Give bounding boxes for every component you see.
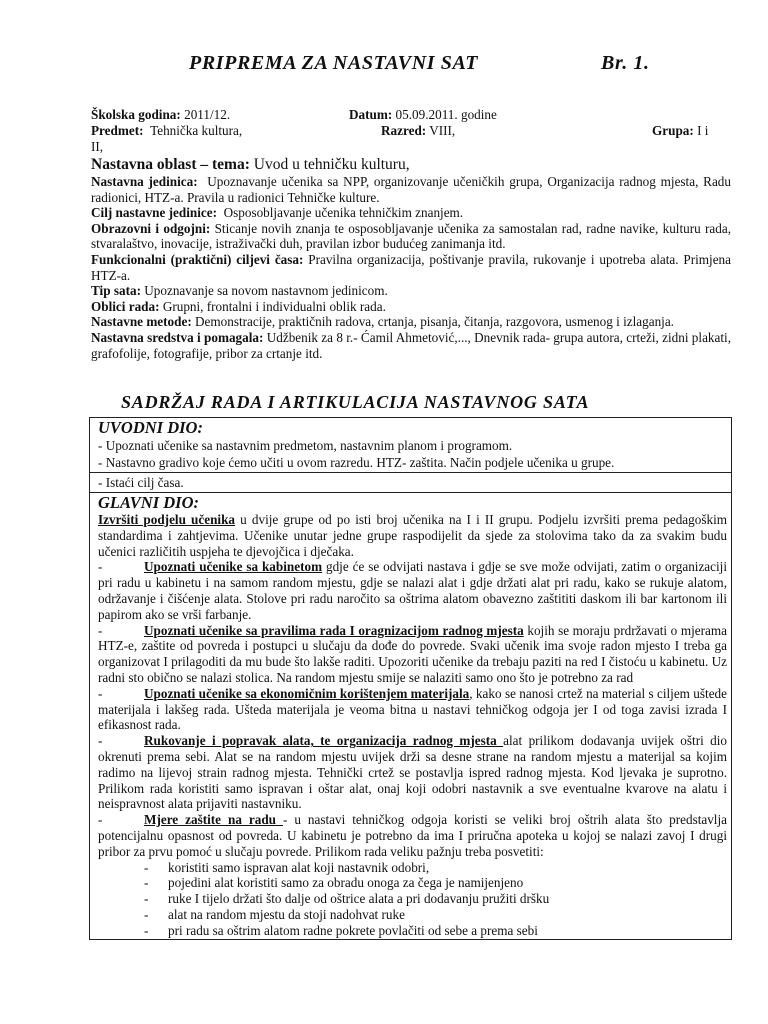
group-value: I i <box>697 123 709 138</box>
materials-line: Nastavna sredstva i pomagala: Udžbenik za 8 r.- Ćamil Ahmetović,..., Dnevnik rada- grupa autora, crteži, zidni plakati, grafofolije, fotografije, pribor za crtanje itd. <box>91 329 731 361</box>
group-value-continued: II, <box>91 139 104 154</box>
main-paragraph-6: - Mjere zaštite na radu - u nastavi tehničkog odgoja koristi se veliki broj oštrih alata što predstavlja potencijalnu opasnost od povreda. U kabinetu je potrebno da ima I priručna apoteka u kojoj se nalazi zavoj I drugi pribor za prvu pomoć u slučaju povrede. Prilikom rada veliku pažnju treba posvetiti: <box>98 812 727 859</box>
list-item: - ruke I tijelo držati što dalje od oštrice alata a pri dodavanju pružiti dršku <box>144 891 550 907</box>
main-paragraph-2: - Upoznati učenike sa kabinetom gdje će se odvijati nastava i gdje se sve može odvijati, zatim o organizaciji pri radu u kabinetu i na samom random mjestu, gdje se nalazi alat i gdje držati alat pri radu, kako se rukuje alatom, održavanje i čišćenje alata. Stolove pri radu naročito sa oštrima alatom obavezno zaštititi daskom ili bar kartonom ili papirom ako se vrši farbanje. <box>98 559 727 622</box>
title-text: PRIPREMA ZA NASTAVNI SAT <box>189 52 479 74</box>
work-forms-line: Oblici rada: Grupni, frontalni i individualni oblik rada. <box>91 298 386 314</box>
content-table <box>89 417 732 940</box>
list-item: - koristiti samo ispravan alat koji nastavnik odobri, <box>144 859 430 875</box>
meta-row-1 <box>91 107 731 123</box>
intro-section <box>90 418 731 492</box>
intro-heading: UVODNI DIO: <box>98 418 203 437</box>
main-paragraph-4: - Upoznati učenike sa ekonomičnim korištenjem materijala, kako se nanosi crtež na material s ciljem uštede materijala i lakšeg rada. Ušteda materijala je veoma bitna u nastavi tehničkog odgoja jer I od toga zavisi izrada I efikasnost rada. <box>98 685 727 733</box>
subject-label: Predmet: <box>91 123 144 138</box>
group-label: Grupa: <box>652 123 694 138</box>
list-item: - pojedini alat koristiti samo za obradu onoga za čega je namijenjeno <box>144 875 524 891</box>
title-number: Br. 1. <box>601 52 650 74</box>
date-value: 05.09.2011. godine <box>395 107 497 122</box>
unit-line: Nastavna jedinica: Upoznavanje učenika sa NPP, organizovanje učeničkih grupa, Organizacija radnog mjesta, Radu radionici, HTZ-a. Pravila u radionici Tehničke kulture. <box>91 174 731 205</box>
section-title: SADRŽAJ RADA I ARTIKULACIJA NASTAVNOG SATA <box>121 392 590 412</box>
main-heading: GLAVNI DIO: <box>98 493 199 512</box>
header-meta <box>91 107 731 361</box>
document-title <box>189 52 669 74</box>
date-label: Datum: <box>349 107 393 122</box>
topic-line <box>91 155 731 174</box>
main-section <box>90 492 731 939</box>
intro-line: - Istaći cilj časa. <box>90 472 731 492</box>
list-item: - pri radu sa oštrim alatom radne pokrete povlačiti od sebe a prema sebi <box>144 922 538 938</box>
school-year-label: Školska godina: <box>91 107 181 122</box>
goal-line: Cilj nastavne jedinice: Osposobljavanje učenika tehničkim znanjem. <box>91 205 464 221</box>
main-paragraph-5: - Rukovanje i popravak alata, te organizacija radnog mjesta alat prilikom dodavanja uvijek oštri dio okrenuti prema sebi. Alat se na random mjestu uvijek drži sa desne strane na random mjestu a materijal sa kojim radimo na lijevoj strain radnog mjesta. Tehnički crtež se postavlja ispred radnog mjesta. Kod ljevaka je suprotno. Prilikom rada koristiti samo ispravan i oštar alat, onaj koji odobri nastavnik a sve eventualne kvarove na alatu i neispravnost alata prijaviti nastavniku. <box>98 733 727 812</box>
list-item: - alat na random mjestu da stoji nadohvat ruke <box>144 906 405 922</box>
subject-value: Tehnička kultura, <box>150 123 243 138</box>
lesson-type-line: Tip sata: Upoznavanje sa novom nastavnom jedinicom. <box>91 283 388 299</box>
grade-label: Razred: <box>381 123 427 138</box>
meta-row-2 <box>91 123 731 139</box>
grade-value: VIII, <box>429 123 456 138</box>
school-year-value: 2011/12. <box>184 107 231 122</box>
methods-line: Nastavne metode: Demonstracije, praktičnih radova, crtanja, pisanja, čitanja, razgovora, usmenog i izlaganja. <box>91 314 674 330</box>
functional-line: Funkcionalni (praktični) ciljevi časa: Pravilna organizacija, poštivanje pravila, rukovanje i upotreba alata. Primjena HTZ-a. <box>91 251 731 283</box>
intro-line: - Nastavno gradivo koje ćemo učiti u ovom razredu. HTZ- zaštita. Način podjele učenika u grupe. <box>98 455 615 470</box>
main-paragraph-1: Izvršiti podjelu učenika u dvije grupe od po isti broj učenika na I i II grupu. Podjelu izvršiti prema pedagoškim standardima i zahtjevima. Učenike unutar jedne grupe raspodijelit da sjede za stolovima tako da za svakim budu učenici različitih uspjeha te djevojčica i dječaka. <box>98 512 727 559</box>
topic-label: Nastavna oblast – tema: <box>91 156 250 173</box>
main-paragraph-3: - Upoznati učenike sa pravilima rada I oragnizacijom radnog mjesta kojih se moraju prdržavati o mjerama HTZ-e, zaštite od povreda i postupci u slučaju da dođe do povrede. Svaki učenik ima svoje radon mjesto I treba ga organizovat I prilagoditi da mu bude što lakše raditi. Upozoriti učenike da trebaju paziti na red I čistoću u kabinetu. Uz radni sto obično se nalazi stolica. Na random mjestu smije se nalaziti samo ono što je potrebno za rad <box>98 622 727 685</box>
intro-line: - Upoznati učenike sa nastavnim predmetom, nastavnim planom i programom. <box>98 438 513 453</box>
topic-value: Uvod u tehničku kulturu, <box>253 156 410 173</box>
educational-line: Obrazovni i odgojni: Sticanje novih znanja te osposobljavanje učenika za samostalan rad, radne navike, kulturu rada, stvaralaštvo, inovacije, istraživački duh, pravilan izbor budućeg zanimanja itd. <box>91 220 731 252</box>
